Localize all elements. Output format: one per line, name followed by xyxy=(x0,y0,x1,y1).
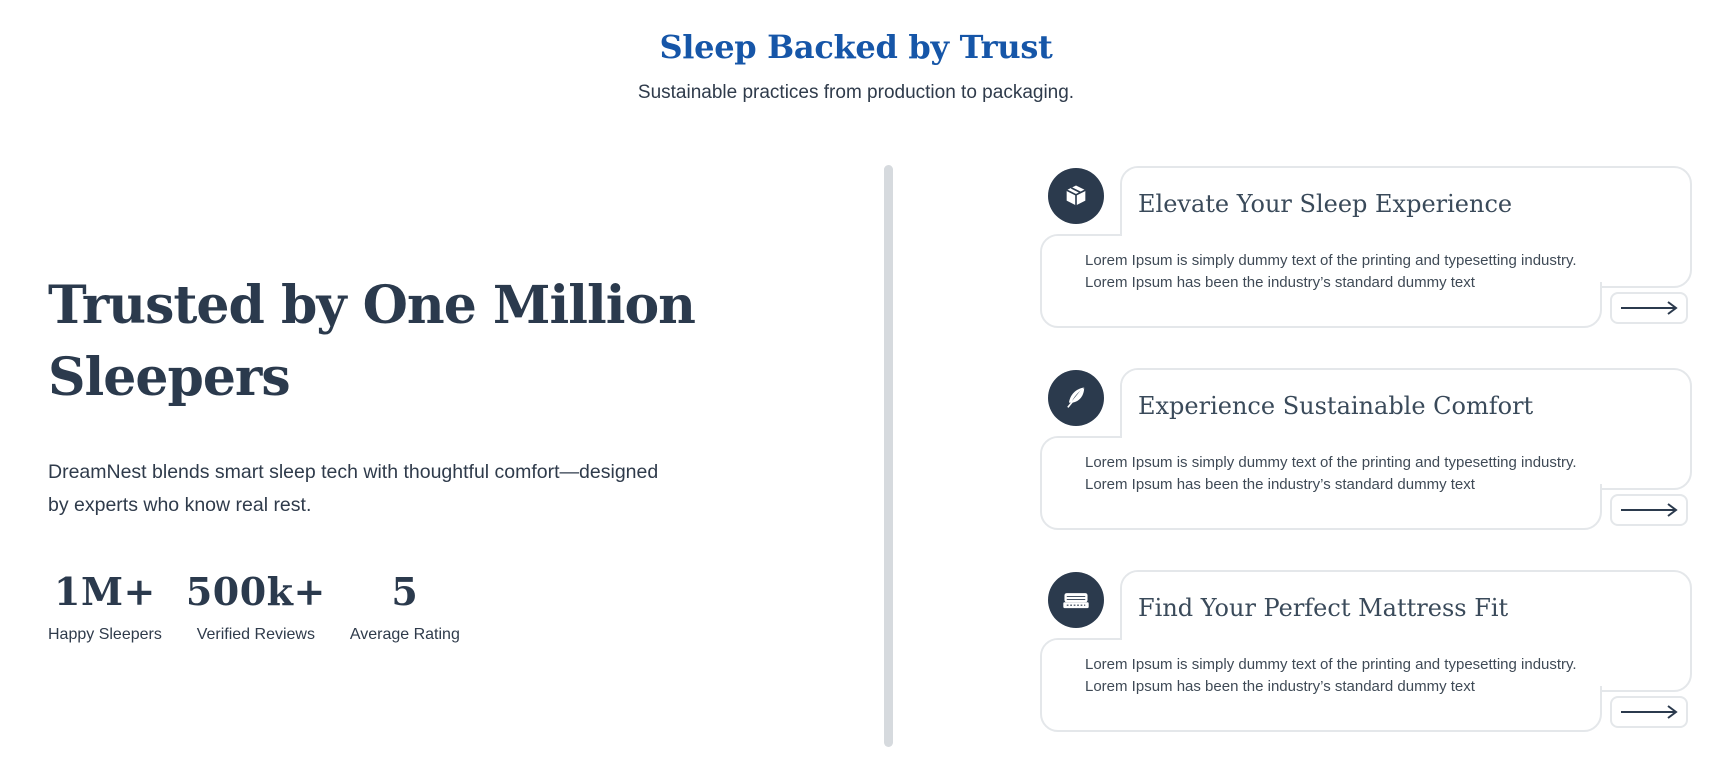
card-arrow-button[interactable] xyxy=(1610,494,1688,526)
card-body xyxy=(1085,654,1645,698)
stats-row xyxy=(48,566,768,644)
stat-label: Happy Sleepers xyxy=(48,626,162,643)
section-subtitle: Sustainable practices from production to packaging. xyxy=(637,82,1075,103)
card-body xyxy=(1085,250,1645,294)
card-title: Experience Sustainable Comfort xyxy=(1138,392,1534,420)
intro-heading-line1: Trusted by One Million xyxy=(48,275,695,336)
mattress-icon xyxy=(1048,572,1104,628)
arrow-right-icon xyxy=(1620,705,1678,719)
card-arrow-button[interactable] xyxy=(1610,696,1688,728)
box-icon xyxy=(1048,168,1104,224)
intro-heading-line2: Sleepers xyxy=(48,347,290,408)
stat-value: 5 xyxy=(391,569,419,614)
card-body-line1: Lorem Ipsum is simply dummy text of the printing and typesetting industry. xyxy=(1085,454,1577,471)
feature-card xyxy=(1040,570,1690,730)
stat-label: Average Rating xyxy=(349,626,460,643)
card-title: Find Your Perfect Mattress Fit xyxy=(1138,594,1509,622)
arrow-right-icon xyxy=(1620,503,1678,517)
card-body-line1: Lorem Ipsum is simply dummy text of the printing and typesetting industry. xyxy=(1085,252,1577,269)
feature-card xyxy=(1040,166,1690,326)
intro-heading xyxy=(48,270,768,414)
intro-description: DreamNest blends smart sleep tech with thoughtful comfort—designed by experts who know real rest. xyxy=(48,461,659,516)
stat-average-rating xyxy=(350,566,460,644)
card-body xyxy=(1085,452,1645,496)
stat-value: 1M+ xyxy=(54,569,156,614)
feature-card xyxy=(1040,368,1690,528)
section-header xyxy=(0,28,1712,104)
stat-label: Verified Reviews xyxy=(196,626,315,643)
stat-verified-reviews xyxy=(186,566,326,644)
card-body-line2: Lorem Ipsum has been the industry’s standard dummy text xyxy=(1085,274,1475,291)
arrow-right-icon xyxy=(1620,301,1678,315)
card-arrow-button[interactable] xyxy=(1610,292,1688,324)
card-body-line1: Lorem Ipsum is simply dummy text of the printing and typesetting industry. xyxy=(1085,656,1577,673)
feather-icon xyxy=(1048,370,1104,426)
stat-happy-sleepers xyxy=(48,566,162,644)
stat-value: 500k+ xyxy=(185,569,326,614)
vertical-divider xyxy=(884,165,893,747)
card-body-line2: Lorem Ipsum has been the industry’s standard dummy text xyxy=(1085,678,1475,695)
section-title: Sleep Backed by Trust xyxy=(659,28,1053,66)
trust-intro xyxy=(48,270,768,644)
card-body-line2: Lorem Ipsum has been the industry’s standard dummy text xyxy=(1085,476,1475,493)
card-title: Elevate Your Sleep Experience xyxy=(1138,190,1513,218)
